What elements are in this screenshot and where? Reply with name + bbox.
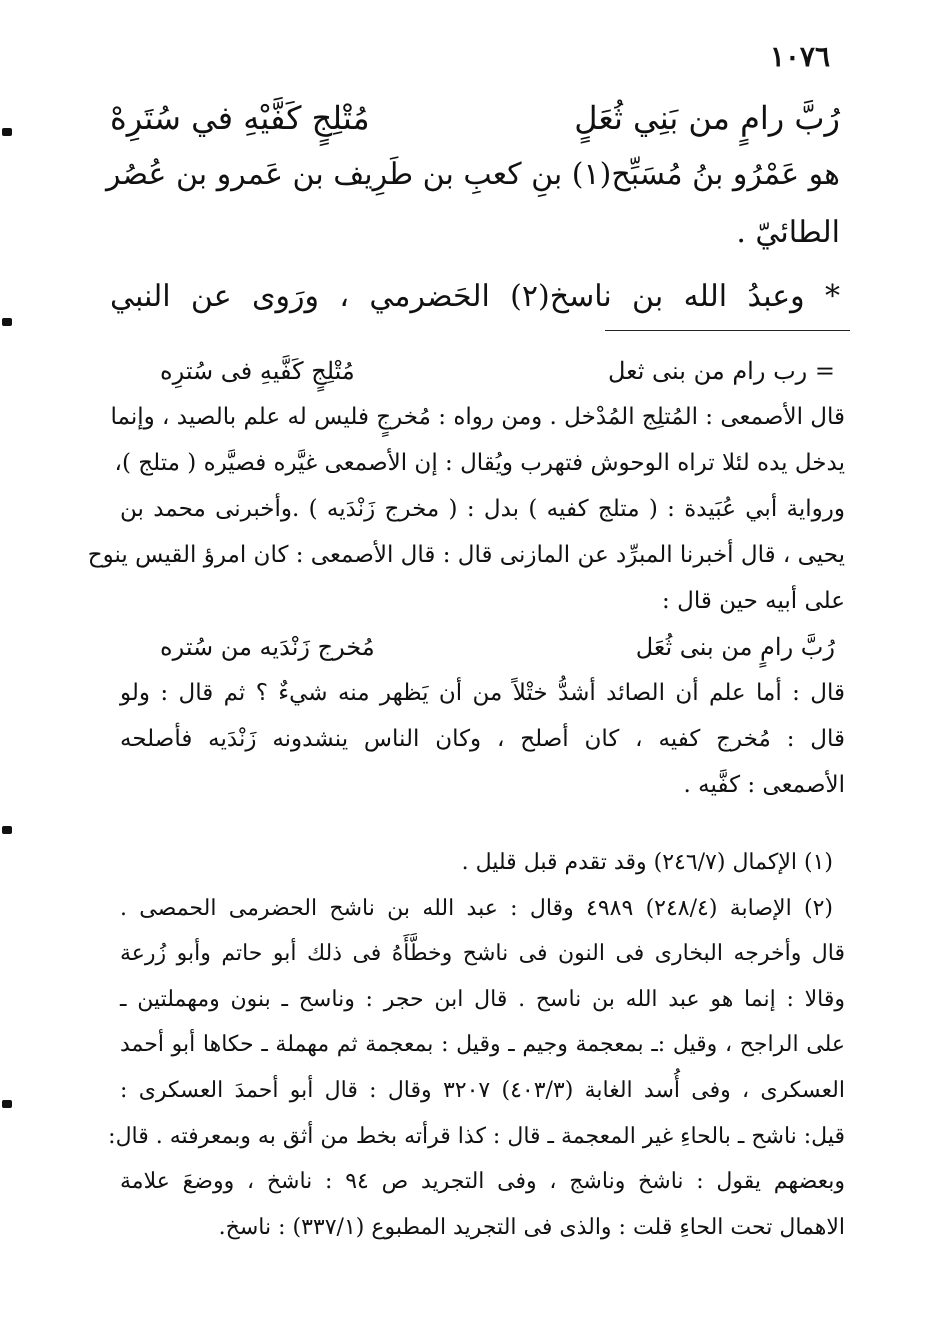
page-number: ١٠٧٦ — [769, 40, 830, 73]
verse-hemistich-2: مُتْلِجٍ كَفَّيْهِ في سُتَرِهْ — [110, 99, 370, 137]
footnote-2-line: وقالا : إنما هو عبد الله بن ناسح . قال ابن حجر : وناسح ـ بنون ومهملتين ـ — [120, 986, 845, 1012]
commentary-line: قال الأصمعى : المُتلِج المُدْخل . ومن رواه : مُخرجٍ فليس له علم بالصيد ، وإنما — [110, 404, 845, 430]
verse-hemistich-2: مُتْلِجٍ كَفَّيهِ فى سُترِه — [160, 357, 355, 385]
footnote-2-line: (٢) الإصابة (٢٤٨/٤) ٤٩٨٩ وقال : عبد الله بن ناشح الحضرمى الحمصى . — [120, 895, 833, 921]
margin-binding-mark — [2, 128, 12, 136]
verse-hemistich-2: مُخرج زَنْدَيه من سُتره — [160, 633, 375, 661]
footnote-2-line: العسكرى ، وفى أُسد الغابة (٤٠٣/٣) ٣٢٠٧ وقال : قال أبو أحمدَ العسكرى : — [120, 1077, 845, 1103]
footnote-2-line: قيل: ناشح ـ بالحاءِ غير المعجمة ـ قال : كذا قرأته بخط من أثق به وبمعرفته . قال: — [108, 1123, 845, 1149]
commentary-line: يحيى ، قال أخبرنا المبرِّد عن المازنى قال : قال الأصمعى : كان امرؤ القيس ينوح — [87, 542, 845, 568]
commentary-block — [87, 348, 845, 808]
footnote-separator — [605, 330, 850, 331]
commentary-verse — [120, 348, 845, 394]
footnote-1: (١) الإكمال (٢٤٦/٧) وقد تقدم قبل قليل . — [461, 850, 833, 875]
commentary-line: يدخل يده لئلا تراه الوحوش فتهرب ويُقال : إن الأصمعى غيَّره فصيَّره ( متلج )، — [114, 450, 845, 476]
main-text-line: الطائيّ . — [736, 215, 840, 250]
main-text-line: هو عَمْرُو بنُ مُسَبِّح(١) بنِ كعبِ بن طَرِيف بن عَمرو بن عُصُر — [105, 157, 840, 192]
commentary-line: قال : مُخرج كفيه ، كان أصلح ، وكان الناس ينشدونه زَنْدَيه فأصلحه — [120, 726, 845, 752]
margin-binding-mark — [2, 1100, 12, 1108]
main-text-block — [105, 90, 840, 262]
footnote-2-line: الاهمال تحت الحاءِ قلت : والذى فى التجريد المطبوع (٣٣٧/١) : ناسخ. — [218, 1214, 845, 1240]
commentary-verse-2 — [120, 624, 845, 670]
commentary-line: قال : أما علم أن الصائد أشدُّ ختْلاً من أن يَظهر منه شيءٌ ؟ ثم قال : ولو — [120, 680, 845, 706]
verse-hemistich-1: = رب رام من بنى ثعل — [607, 357, 835, 385]
commentary-line: الأصمعى : كفَّيه . — [683, 772, 845, 798]
verse-hemistich-1: رُبَّ رامٍ من بنى ثُعَل — [635, 633, 835, 661]
commentary-line: ورواية أبي عُبَيدة : ( متلج كفيه ) بدل : ( مخرج زَنْدَيه ) .وأخبرنى محمد بن — [120, 496, 845, 522]
verse-main — [110, 90, 840, 146]
margin-binding-mark — [2, 826, 12, 834]
margin-binding-mark — [2, 318, 12, 326]
footnote-2-line: على الراجح ، وقيل :ـ بمعجمة وجيم ـ وقيل : بمعجمة ثم مهملة ـ حكاها أبو أحمد — [120, 1032, 845, 1058]
footnotes-block — [108, 840, 846, 1250]
footnote-2-line: وبعضهم يقول : ناشخ وناشج ، وفى التجريد ص ٩٤ : ناشخ ، ووضعَ علامة — [120, 1169, 846, 1195]
footnote-2-line: قال وأخرجه البخارى فى النون فى ناشح وخطَّأَهُ فى ذلك أبو حاتم وأبو زُرعة — [120, 941, 845, 967]
entry-heading: * وعبدُ الله بن ناسخ(٢) الحَضرمي ، ورَوى عن النبي — [110, 279, 840, 314]
verse-hemistich-1: رُبَّ رامٍ من بَنِي ثُعَلٍ — [574, 99, 840, 137]
commentary-line: على أبيه حين قال : — [662, 588, 845, 614]
